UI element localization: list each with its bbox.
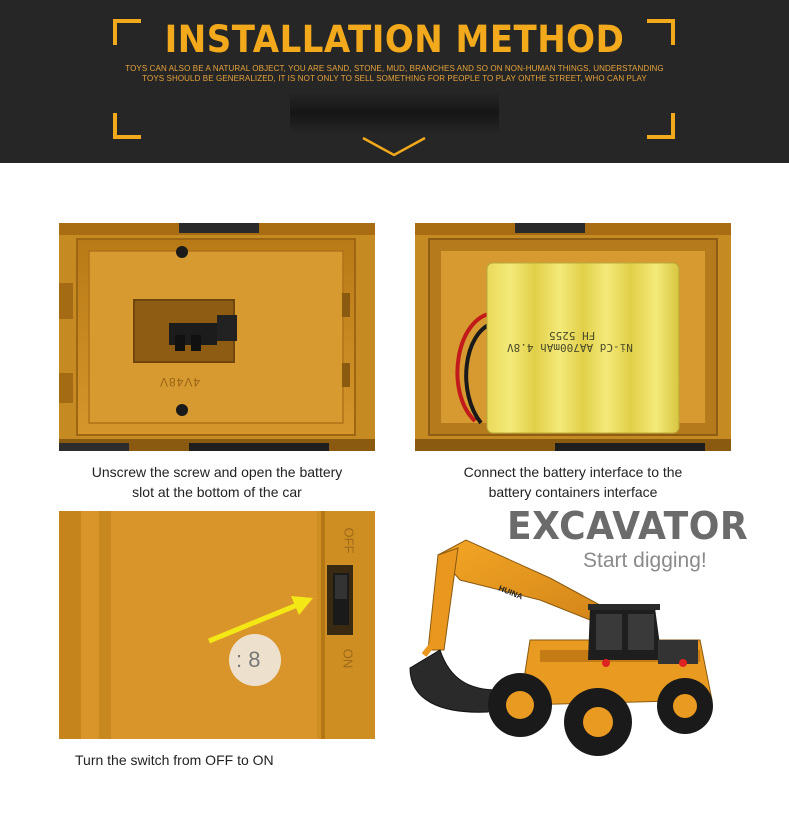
- step-1-caption-line-1: Unscrew the screw and open the battery: [91, 464, 343, 480]
- chevron-down-icon: [362, 135, 426, 157]
- power-switch-illustration: [59, 511, 375, 739]
- battery-label-1: Ni-Cd AA700mAh 4.8V: [507, 341, 633, 354]
- banner-title: INSTALLATION METHOD: [164, 18, 625, 61]
- step-1-molded-text: 4V48V: [159, 375, 201, 389]
- banner-subtitle: [100, 64, 689, 84]
- step-1-caption-line-2: slot at the bottom of the car: [132, 484, 302, 500]
- step-1-photo: [59, 223, 375, 451]
- step-1-caption: [59, 462, 375, 502]
- excavator-brand-label: HUINA: [497, 583, 525, 602]
- excavator-subtitle: Start digging!: [583, 549, 707, 572]
- switch-badge-text: : 8: [236, 647, 261, 672]
- switch-off-label: OFF: [341, 527, 357, 554]
- banner-ghost-text-shadow: [290, 92, 499, 134]
- corner-bracket-bottom-right: [647, 113, 675, 139]
- step-2-caption: [415, 462, 731, 502]
- step-2-caption-line-1: Connect the battery interface to the: [463, 464, 683, 480]
- corner-bracket-bottom-left: [113, 113, 141, 139]
- step-3-caption: Turn the switch from OFF to ON: [75, 752, 274, 768]
- switch-on-label: ON: [340, 648, 356, 669]
- battery-slot-illustration: [59, 223, 375, 451]
- step-3-photo: [59, 511, 375, 739]
- banner-subtitle-line-1: TOYS CAN ALSO BE A NATURAL OBJECT, YOU ARE SAND, STONE, MUD, BRANCHES AND SO ON NON-HUMAN THINGS, UNDERSTANDING: [125, 64, 664, 73]
- step-2-caption-line-2: battery containers interface: [488, 484, 658, 500]
- installation-banner: [0, 0, 789, 163]
- battery-label-2: FH 5255: [549, 329, 596, 342]
- banner-subtitle-line-2: TOYS SHOULD BE GENERALIZED, IT IS NOT ONLY TO SELL SOMETHING FOR PEOPLE TO PLAY ONTHE STREET, WHO CAN PLAY: [142, 74, 647, 83]
- step-2-photo: [415, 223, 731, 451]
- excavator-title: EXCAVATOR: [507, 504, 749, 548]
